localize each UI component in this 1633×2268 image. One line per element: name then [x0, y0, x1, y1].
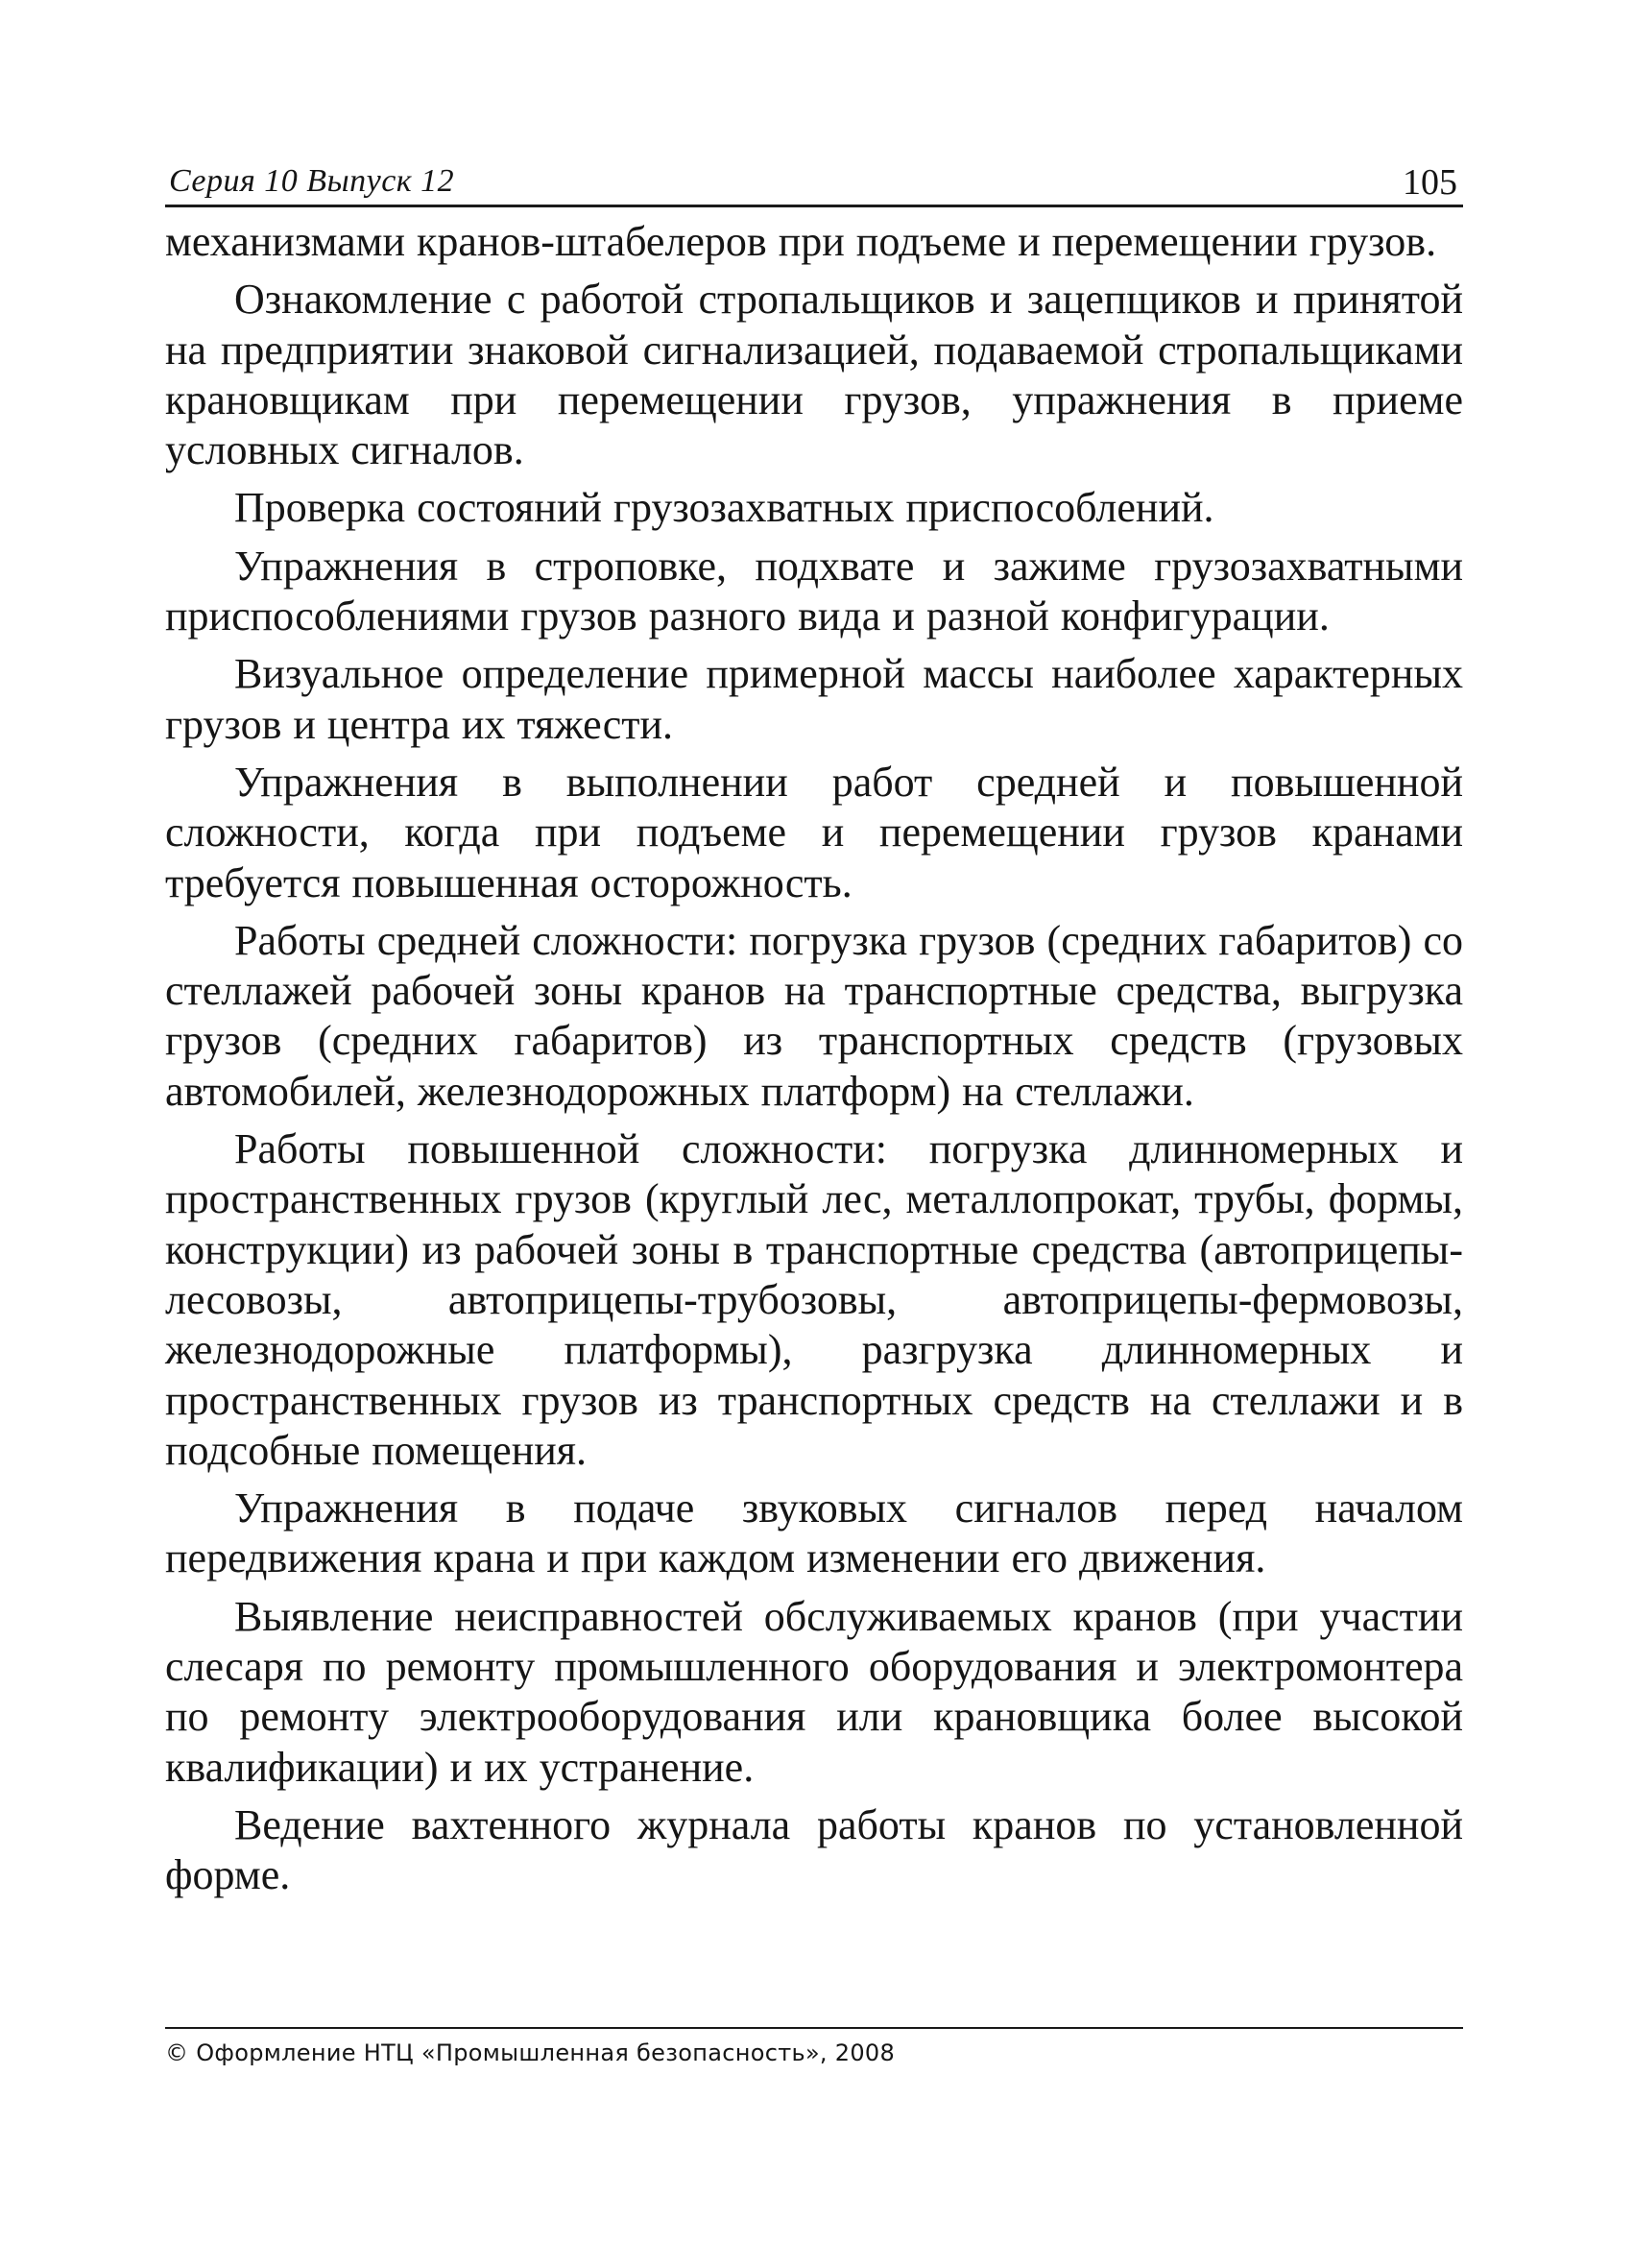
running-head: Серия 10 Выпуск 12	[169, 163, 455, 199]
paragraph: Ознакомление с работой стропальщиков и зацепщиков и принятой на предприятии знаковой сигнализацией, подаваемой стропальщиками крановщикам при перемещении грузов, упражнения в приеме условных сигналов.	[165, 276, 1463, 474]
paragraph: Работы средней сложности: погрузка грузов (средних габаритов) со стеллажей рабочей зоны кранов на транспортные средства, выгрузка грузов (средних габаритов) из транспортных средств (грузовых автомобилей, железнодорожных платформ) на стеллажи.	[165, 916, 1463, 1115]
paragraph: Упражнения в подаче звуковых сигналов перед началом передвижения крана и при каждом изменении его движения.	[165, 1484, 1463, 1582]
paragraph: Ведение вахтенного журнала работы кранов по установленной форме.	[165, 1800, 1463, 1899]
paragraph: Работы повышенной сложности: погрузка длинномерных и пространственных грузов (круглый лес, металлопрокат, трубы, формы, конструкции) из рабочей зоны в транспортные средства (автоприцепы-лесовозы, автоприцепы-трубозовы, автоприцепы-фермовозы, железнодорожные платформы), разгрузка длинномерных и пространственных грузов из транспортных средств на стеллажи и в подсобные помещения.	[165, 1125, 1463, 1474]
body-text	[165, 217, 1463, 1901]
paragraph: механизмами кранов-штабелеров при подъеме и перемещении грузов.	[165, 218, 1437, 265]
paragraph: Выявление неисправностей обслуживаемых кранов (при участии слесаря по ремонту промышленного оборудования и электромонтера по ремонту электрооборудования или крановщика более высокой квалификации) и их устранение.	[165, 1592, 1463, 1791]
page-number: 105	[1403, 162, 1457, 203]
page-footer	[165, 2027, 1463, 2066]
copyright-notice: © Оформление НТЦ «Промышленная безопасность», 2008	[165, 2039, 896, 2066]
paragraph: Визуальное определение примерной массы наиболее характерных грузов и центра их тяжести.	[165, 650, 1463, 748]
paragraph: Упражнения в строповке, подхвате и зажиме грузозахватными приспособлениями грузов разного вида и разной конфигурации.	[165, 542, 1463, 640]
paragraph: Упражнения в выполнении работ средней и повышенной сложности, когда при подъеме и перемещении грузов кранами требуется повышенная осторожность.	[165, 758, 1463, 906]
paragraph: Проверка состояний грузозахватных приспособлений.	[234, 484, 1214, 532]
page-header	[165, 161, 1463, 207]
